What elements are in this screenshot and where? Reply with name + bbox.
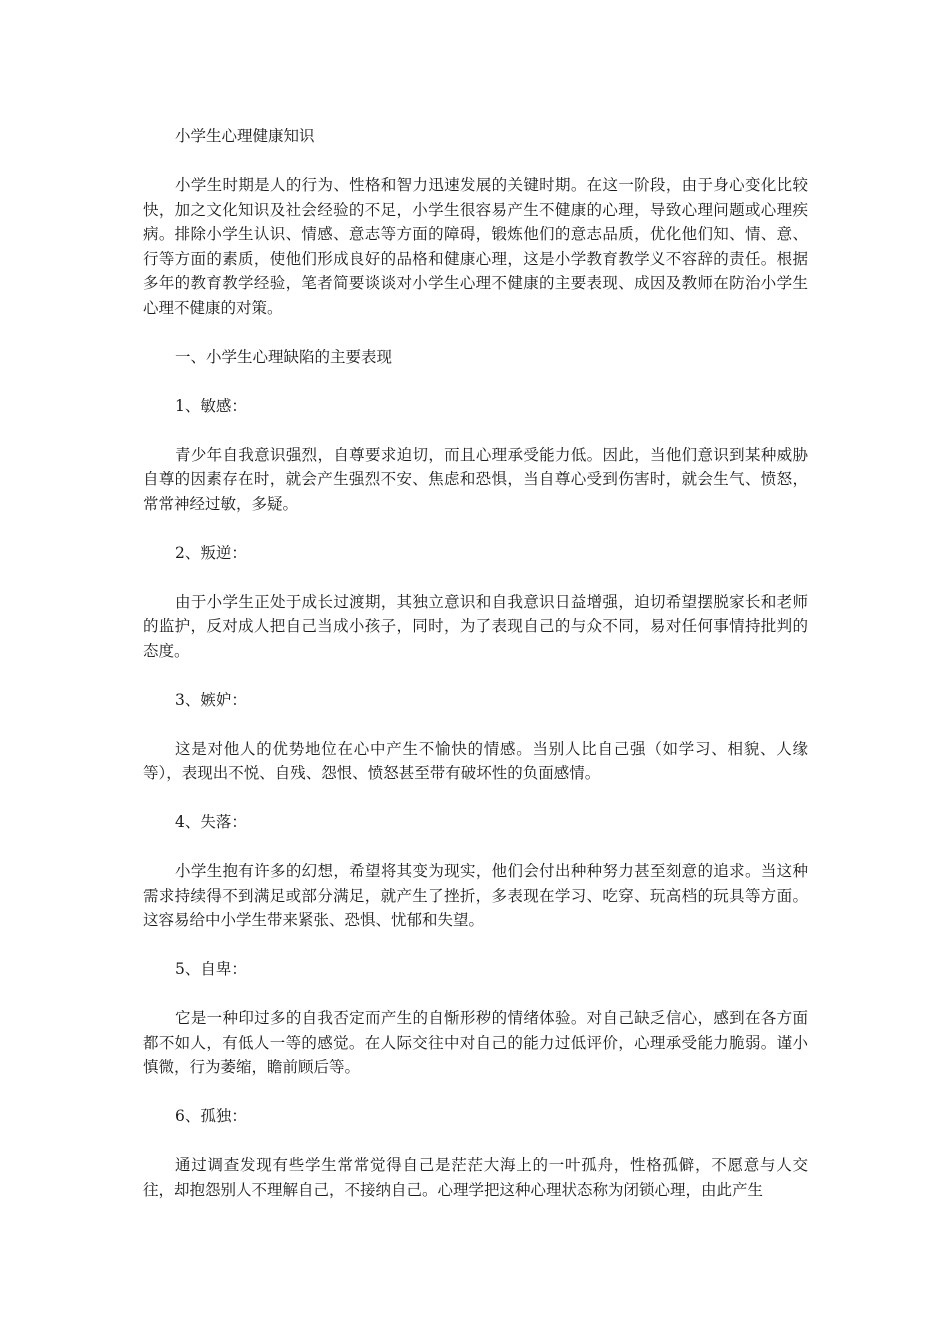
- document-title: 小学生心理健康知识: [175, 127, 315, 145]
- item-body-sensitive: 青少年自我意识强烈，自尊要求迫切，而且心理承受能力低。因此，当他们意识到某种威胁自尊的因素存在时，就会产生强烈不安、焦虑和恐惧，当自尊心受到伤害时，就会生气、愤怒，常常神经过敏，多疑。: [143, 445, 808, 513]
- item-heading-rebellious: 2、叛逆：: [175, 543, 247, 562]
- item-body-loss: 小学生抱有许多的幻想，希望将其变为现实，他们会付出种种努力甚至刻意的追求。当这种需求持续得不到满足或部分满足，就产生了挫折，多表现在学习、吃穿、玩高档的玩具等方面。这容易给中小学生带来紧张、恐惧、忧郁和失望。: [143, 862, 808, 929]
- intro-paragraph: 小学生时期是人的行为、性格和智力迅速发展的关键时期。在这一阶段，由于身心变化比较快，加之文化知识及社会经验的不足，小学生很容易产生不健康的心理，导致心理问题或心理疾病。排除小学生认识、情感、意志等方面的障碍，锻炼他们的意志品质，优化他们知、情、意、行等方面的素质，使他们形成良好的品格和健康心理，这是小学教育教学义不容辞的责任。根据多年的教育教学经验，笔者简要谈谈对小学生心理不健康的主要表现、成因及教师在防治小学生心理不健康的对策。: [143, 176, 808, 317]
- item-heading-jealousy: 3、嫉妒：: [175, 690, 247, 709]
- item-body-rebellious: 由于小学生正处于成长过渡期，其独立意识和自我意识日益增强，迫切希望摆脱家长和老师的监护，反对成人把自己当成小孩子，同时，为了表现自己的与众不同，易对任何事情持批判的态度。: [143, 592, 808, 660]
- item-body-loneliness: 通过调查发现有些学生常常觉得自己是茫茫大海上的一叶孤舟，性格孤僻，不愿意与人交往，却抱怨别人不理解自己，不接纳自己。心理学把这种心理状态称为闭锁心理，由此产生: [143, 1156, 808, 1199]
- section-heading: 一、小学生心理缺陷的主要表现: [175, 347, 393, 366]
- item-heading-loneliness: 6、孤独：: [175, 1107, 247, 1125]
- item-heading-sensitive: 1、敏感：: [175, 396, 247, 415]
- document-body: [143, 124, 808, 1202]
- item-body-inferiority: 它是一种印过多的自我否定而产生的自惭形秽的情绪体验。对自己缺乏信心，感到在各方面都不如人，有低人一等的感觉。在人际交往中对自己的能力过低评价，心理承受能力脆弱。谨小慎微，行为萎缩，瞻前顾后等。: [143, 1009, 808, 1076]
- item-heading-loss: 4、失落：: [175, 813, 247, 831]
- item-body-jealousy: 这是对他人的优势地位在心中产生不愉快的情感。当别人比自己强（如学习、相貌、人缘等），表现出不悦、自残、怨恨、愤怒甚至带有破坏性的负面感情。: [143, 739, 808, 782]
- item-heading-inferiority: 5、自卑：: [175, 960, 247, 978]
